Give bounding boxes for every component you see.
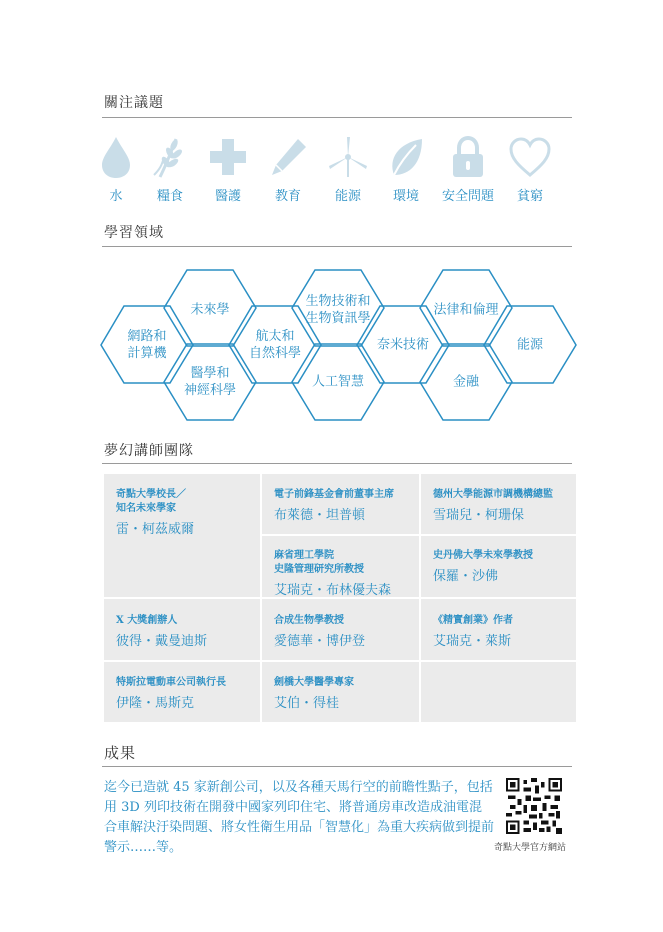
member-role: 合成生物學教授 <box>274 615 344 626</box>
hex-label-finance: 金融 <box>452 374 480 390</box>
results-section-title: 成果 <box>104 744 137 762</box>
fields-section-title: 學習領域 <box>104 225 164 241</box>
member-name: 伊隆・馬斯克 <box>116 696 195 711</box>
topic-label: 教育 <box>274 189 301 204</box>
results-divider <box>102 766 572 767</box>
member-name: 彼得・戴曼迪斯 <box>116 634 208 649</box>
team-hdivider <box>104 660 576 662</box>
member-role: 電子前鋒基金會前董事主席 <box>274 489 394 500</box>
member-name: 雪瑞兒・柯珊保 <box>433 508 525 523</box>
team-section-title: 夢幻講師團隊 <box>104 443 194 459</box>
team-member <box>421 539 576 594</box>
team-divider <box>102 463 572 464</box>
member-name: 艾瑞克・布林優夫森 <box>274 583 392 598</box>
hex-label-law: 法律和倫理 <box>433 302 499 318</box>
team-member <box>262 604 419 659</box>
team-member <box>421 604 576 659</box>
qr-code-icon[interactable] <box>506 778 562 834</box>
member-role: 《精實創業》作者 <box>433 615 513 626</box>
hex-label-futurology: 未來學 <box>190 302 230 318</box>
team-member <box>262 666 419 721</box>
hex-label-biotech: 生物技術和 生物資訊學 <box>305 294 371 326</box>
member-role: 麻省理工學院 史隆管理研究所教授 <box>274 550 364 575</box>
member-role: 史丹佛大學未來學教授 <box>433 550 533 561</box>
hex-label-nano: 奈米技術 <box>376 337 430 353</box>
member-role: 奇點大學校長／ 知名未來學家 <box>116 489 186 514</box>
member-name: 艾伯・得桂 <box>274 696 340 711</box>
team-hdivider <box>262 534 576 536</box>
topic-label: 安全問題 <box>441 189 494 204</box>
topic-label: 環境 <box>392 189 419 204</box>
hex-label-aerospace: 航太和 自然科學 <box>248 329 302 361</box>
member-name: 布萊德・坦普頓 <box>274 508 366 523</box>
member-role: 特斯拉電動車公司執行長 <box>116 677 226 688</box>
hex-label-ai: 人工智慧 <box>311 374 365 390</box>
topic-label: 貧窮 <box>516 189 543 204</box>
hex-label-energy: 能源 <box>516 337 544 353</box>
hex-label-networks: 網路和 計算機 <box>127 329 167 361</box>
member-name: 保羅・沙佛 <box>433 569 499 584</box>
team-member <box>262 539 419 608</box>
topic-label: 醫護 <box>214 189 241 204</box>
qr-caption: 奇點大學官方網站 <box>494 843 567 853</box>
hex-label-medicine: 醫學和 神經科學 <box>183 366 237 398</box>
team-member <box>104 478 260 547</box>
member-role: 劍橋大學醫學專家 <box>274 677 354 688</box>
results-paragraph: 迄今已造就 45 家新創公司，以及各種天馬行空的前瞻性點子，包括用 3D 列印技術在開發中國家列印住宅、將普通房車改造成油電混合車解決汙染問題、將女性衛生用品「智慧化」為重大疾病做到提前警示……等。 <box>104 780 495 855</box>
member-name: 愛德華・博伊登 <box>274 634 366 649</box>
topic-label: 能源 <box>334 189 361 204</box>
team-member <box>421 478 576 533</box>
member-name: 雷・柯茲威爾 <box>116 522 195 537</box>
team-table <box>104 474 576 722</box>
team-member <box>262 478 419 533</box>
team-member <box>104 666 260 721</box>
topics-section-title: 關注議題 <box>104 95 164 111</box>
topic-label: 糧食 <box>156 189 183 204</box>
member-role: 德州大學能源市調機構總監 <box>433 489 553 500</box>
topic-label: 水 <box>109 189 123 204</box>
member-role: X 大獎創辦人 <box>116 615 178 626</box>
team-member <box>104 604 260 659</box>
member-name: 艾瑞克・萊斯 <box>433 634 512 649</box>
